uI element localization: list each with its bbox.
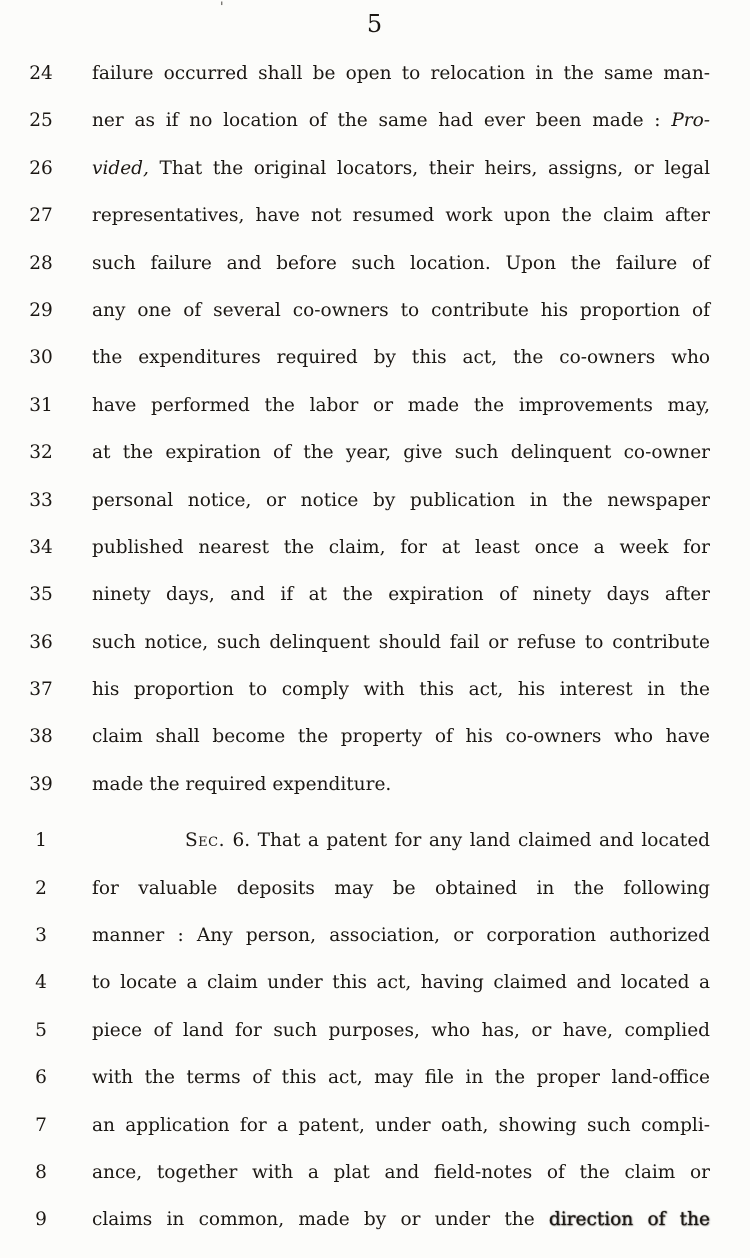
line-text: any one of several co-owners to contribute his proportion of <box>92 299 710 321</box>
text-line <box>0 1196 750 1243</box>
line-text: claims in common, made by or under the direction of the <box>92 1209 710 1231</box>
line-number: 29 <box>29 299 53 321</box>
line-text: piece of land for such purposes, who has, or have, complied <box>92 1019 710 1041</box>
text-line <box>0 192 750 239</box>
line-number: 26 <box>29 157 53 179</box>
line-number: 2 <box>35 877 47 899</box>
text-line <box>0 619 750 666</box>
line-text: published nearest the claim, for at least once a week for <box>92 536 710 558</box>
text-line <box>0 382 750 429</box>
text-line <box>0 97 750 144</box>
text-line <box>0 50 750 97</box>
line-number: 39 <box>29 773 53 795</box>
line-number: 6 <box>35 1067 47 1089</box>
line-text: representatives, have not resumed work upon the claim after <box>92 205 710 227</box>
text-line <box>0 1102 750 1149</box>
text-line <box>0 240 750 287</box>
line-text: ance, together with a plat and field-notes of the claim or <box>92 1161 710 1183</box>
scan-artifact-mark: ' <box>220 0 224 15</box>
line-number: 4 <box>35 972 47 994</box>
line-text: to locate a claim under this act, having claimed and located a <box>92 972 710 994</box>
text-line <box>0 145 750 192</box>
line-text: Sec. 6. That a patent for any land claimed and located <box>185 830 710 852</box>
page-number: 5 <box>366 10 384 38</box>
line-text: manner : Any person, association, or corporation authorized <box>92 925 710 947</box>
line-text: ner as if no location of the same had ever been made : Pro- <box>92 110 710 132</box>
text-line <box>0 571 750 618</box>
text-line <box>0 959 750 1006</box>
line-text: at the expiration of the year, give such delinquent co-owner <box>92 442 710 464</box>
line-number: 8 <box>35 1161 47 1183</box>
line-number: 25 <box>29 110 53 132</box>
text-line <box>0 1149 750 1196</box>
line-text: the expenditures required by this act, the co-owners who <box>92 347 710 369</box>
text-line <box>0 865 750 912</box>
text-line <box>0 334 750 381</box>
text-line <box>0 817 750 864</box>
text-line <box>0 524 750 571</box>
line-number: 7 <box>35 1114 47 1136</box>
line-text: for valuable deposits may be obtained in the following <box>92 877 710 899</box>
text-line <box>0 287 750 334</box>
line-number: 1 <box>35 830 47 852</box>
line-number: 28 <box>29 252 53 274</box>
line-number: 33 <box>29 489 53 511</box>
line-text: such notice, such delinquent should fail or refuse to contribute <box>92 631 710 653</box>
line-number: 24 <box>29 63 53 84</box>
text-line <box>0 1007 750 1054</box>
line-number: 30 <box>29 347 53 369</box>
line-number: 32 <box>29 442 53 464</box>
line-number: 9 <box>35 1209 47 1231</box>
line-text: made the required expenditure. <box>92 773 392 795</box>
line-number: 35 <box>29 584 53 606</box>
line-text: vided, That the original locators, their heirs, assigns, or legal <box>92 157 710 179</box>
line-text: failure occurred shall be open to relocation in the same man- <box>92 63 710 84</box>
line-text: such failure and before such location. Upon the failure of <box>92 252 710 274</box>
line-number: 37 <box>29 679 53 701</box>
text-block <box>0 50 750 1244</box>
line-number: 34 <box>29 536 53 558</box>
line-text: personal notice, or notice by publication in the newspaper <box>92 489 710 511</box>
line-text: his proportion to comply with this act, his interest in the <box>92 679 710 701</box>
line-number: 31 <box>29 394 53 416</box>
line-text: have performed the labor or made the improvements may, <box>92 394 710 416</box>
text-line <box>0 912 750 959</box>
text-line <box>0 1054 750 1101</box>
paragraph-section-6 <box>0 817 750 1244</box>
text-line <box>0 477 750 524</box>
line-number: 38 <box>29 726 53 748</box>
text-line <box>0 429 750 476</box>
text-line <box>0 666 750 713</box>
line-text: an application for a patent, under oath, showing such compli- <box>92 1114 710 1136</box>
line-text: claim shall become the property of his co-owners who have <box>92 726 710 748</box>
text-line <box>0 713 750 760</box>
line-text: ninety days, and if at the expiration of ninety days after <box>92 584 710 606</box>
paragraph-relocation-continuation <box>0 50 750 808</box>
line-number: 36 <box>29 631 53 653</box>
line-number: 3 <box>35 925 47 947</box>
line-number: 5 <box>35 1019 47 1041</box>
line-text: with the terms of this act, may file in the proper land-office <box>92 1067 710 1089</box>
text-line <box>0 761 750 808</box>
line-number: 27 <box>29 205 53 227</box>
